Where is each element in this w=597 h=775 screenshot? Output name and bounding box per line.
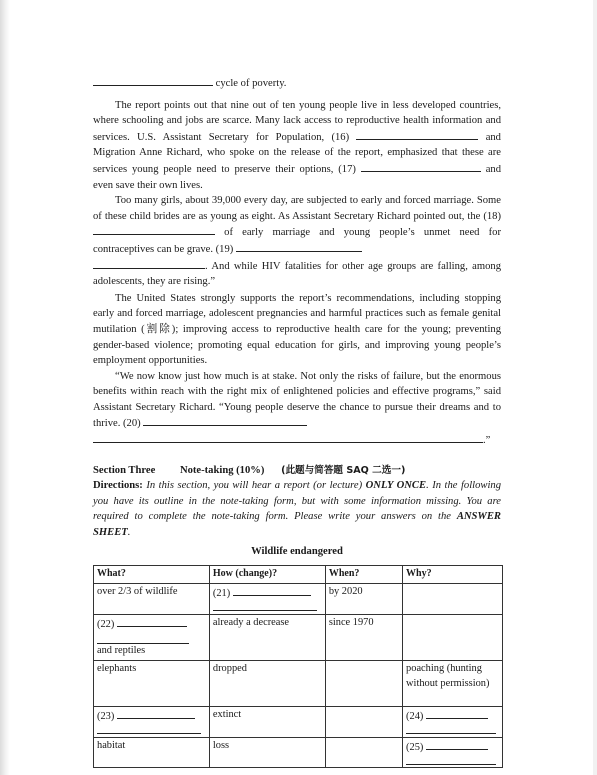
answer-number-23: (23) [97,711,115,723]
cell-how: extinct [209,707,325,738]
section-subtitle: Note-taking (10%) [179,464,265,476]
p2-text-c: . And while HIV fatalities for other age groups are falling, among adolescents, they are rising.” [93,260,501,288]
answer-blank-22 [117,616,187,627]
directions-text-2: . In the following you have its outline in the note-taking form, but with some information missing. You are required to complete the note-taking form. Please write your answers on the [93,480,502,523]
answer-blank-19 [236,241,362,252]
table-row [94,661,503,707]
cell-what: elephants [94,661,210,707]
answer-number-25: (25) [406,742,424,754]
directions-sheet: ANSWER SHEET [93,511,501,539]
answer-blank-24 [426,708,488,719]
directions-label: Directions: [93,480,143,492]
directions [93,478,501,540]
answer-blank [93,75,213,86]
answer-number-22: (22) [97,619,115,631]
answer-blank-21 [233,585,311,596]
cell-why: poaching (hunting without permission) [403,661,503,707]
cell-when [325,738,402,768]
answer-blank-18 [93,224,215,235]
cell-how: already a decrease [209,615,325,661]
paragraph-4 [93,369,501,432]
directions-text-1: In this section, you will hear a report (or lecture) [146,480,363,492]
cell-when [325,661,402,707]
answer-blank-22-line2 [97,633,189,644]
p2-text-b: of early marriage and young people’s unmet need for contraceptives can be grave. (19) [93,227,501,255]
document-page [93,75,501,768]
cell-when [325,707,402,738]
p1-text-a: The report points out that nine out of ten young people live in less developed countries, where schooling and jobs are scarce. Many lack access to reproductive health information and services. U.S. Assistant Secretary for Population, (16) [93,99,501,143]
cell-how [209,584,325,615]
directions-end: . [127,527,131,539]
answer-number-24: (24) [406,711,424,723]
answer-blank-23 [117,708,195,719]
directions-once: ONLY ONCE [365,480,427,492]
header-why: Why? [403,566,503,584]
p1-text-b: and Migration Anne Richard, who spoke on the release of the report, emphasized that these are services young people need to preserve their options, (17) [93,131,501,175]
cell-what-tail: and reptiles [97,644,146,656]
answer-blank-23-line2 [97,729,201,734]
cell-why [403,584,503,615]
page-edge [593,0,597,775]
table-title: Wildlife endangered [251,545,343,557]
section-note: (此题与简答题 SAQ 二选一) [281,464,406,476]
answer-blank-20-cont [93,432,483,443]
p0-text: cycle of poverty. [215,78,287,89]
p2-text-a: Too many girls, about 39,000 every day, are subjected to early and forced marriage. Some of these child brides are as young as eight. As Assistant Secretary Richard pointed out, the (18) [93,195,501,222]
p4-end: .” [483,435,491,447]
answer-blank-25 [426,739,488,750]
paragraph-0 [93,75,501,92]
cell-what [94,615,210,661]
header-what: What? [94,566,210,584]
answer-blank-16 [356,129,478,140]
paragraph-2 [93,193,501,257]
answer-blank-25-line2 [406,760,496,765]
p4-text-a: “We now know just how much is at stake. Not only the risks of failure, but the enormous benefits within reach with the right mix of enlightened policies and effective programs,” said Assistant Secretary Richard. “Young people deserve the chance to pursue their dreams and to thrive. (20) [93,370,501,430]
cell-why [403,738,503,768]
p1-text-c: and even save their own lives. [93,163,501,191]
table-row [94,584,503,615]
answer-blank-17 [361,161,481,172]
cell-what: over 2/3 of wildlife [94,584,210,615]
header-when: When? [325,566,402,584]
page-shadow [0,0,10,775]
table-row [94,707,503,738]
cell-when: since 1970 [325,615,402,661]
header-how: How (change)? [209,566,325,584]
answer-blank-24-line2 [406,729,496,734]
section-heading [93,463,501,479]
paragraph-1 [93,98,501,194]
paragraph-3: The United States strongly supports the report’s recommendations, including stopping early and forced marriage, adolescent pregnancies and harmful practices such as female genital mutilation (割除); improving access to reproductive health care for the young; preventing gender-based violence; promoting equal education for girls, and improving young people’s employment opportunities. [93,292,501,367]
cell-why [403,707,503,738]
table-row [94,615,503,661]
cell-how: loss [209,738,325,768]
answer-blank-21-line2 [213,606,317,611]
answer-blank-19-cont [93,258,205,269]
table-row [94,738,503,768]
cell-why [403,615,503,661]
cell-when: by 2020 [325,584,402,615]
note-taking-table [93,565,503,768]
cell-what: habitat [94,738,210,768]
section-title: Section Three [93,464,156,476]
answer-number-21: (21) [212,588,231,600]
paragraph-4-end [93,432,501,449]
cell-what [94,707,210,738]
table-header-row [94,566,503,584]
cell-how: dropped [209,661,325,707]
answer-blank-20 [143,415,307,426]
